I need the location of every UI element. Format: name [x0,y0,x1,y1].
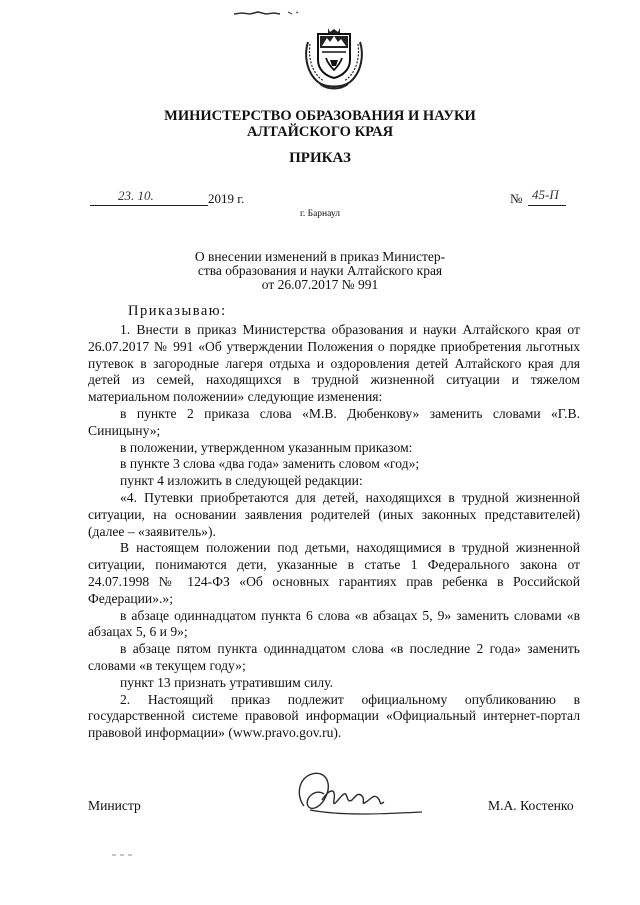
bottom-mark [110,852,140,858]
paragraph: В настоящем положении под детьми, находящимися в трудной жизненной ситуации, понимаются дети, указанные в статье 1 Федерального закона от 24.07.1998 № 124-ФЗ «Об основных гарантиях прав ребенка в Российской Федерации».»; [88,540,580,606]
order-number-handwritten: 45-П [532,187,559,202]
date-handwritten: 23. 10. [118,188,154,203]
paragraph: в пункте 2 приказа слова «М.В. Дюбенкову» заменить словами «Г.В. Синицыну»; [88,405,580,438]
paragraph: 1. Внести в приказ Министерства образования и науки Алтайского края от 26.07.2017 № 991 «Об утверждении Положения о порядке приобретения льготных путевок в загородные лагеря отдыха и оздоровления детей Алтайского края для детей из семей, находящихся в трудной жизненной ситуации и тяжелом материальном положении» следующие изменения: [88,322,580,405]
document-type-title: ПРИКАЗ [289,150,351,166]
subject-line1: О внесении изменений в приказ Министер- [194,249,446,264]
header-scribble [232,8,302,18]
paragraph: пункт 13 признать утратившим силу. [120,674,333,690]
paragraph: «4. Путевки приобретаются для детей, находящихся в трудной жизненной ситуации, на основании заявления родителей (иных законных представителей) (далее – «заявитель»). [88,489,580,539]
paragraph: в положении, утвержденном указанным приказом: [120,439,413,455]
subject-line2: ства образования и науки Алтайского края [197,263,443,278]
coat-of-arms-icon [300,24,368,94]
paragraph: пункт 4 изложить в следующей редакции: [120,473,363,489]
subject-line3: от 26.07.2017 № 991 [261,277,379,292]
ministry-name-line1: МИНИСТЕРСТВО ОБРАЗОВАНИЯ И НАУКИ [164,108,476,124]
signatory-name: М.А. Костенко [488,798,574,813]
order-number-label: № [510,191,523,206]
city-label: г. Барнаул [300,209,340,219]
date-year: 2019 г. [208,191,245,206]
order-word: Приказываю: [128,303,227,319]
ministry-name-line2: АЛТАЙСКОГО КРАЯ [246,124,394,140]
handwritten-signature [282,766,432,826]
order-body [88,322,580,742]
paragraph: в абзаце одиннадцатом пункта 6 слова «в абзацах 5, 9» заменить словами «в абзацах 5, 6 и 9»; [88,607,580,640]
paragraph: в пункте 3 слова «два года» заменить словом «год»; [120,456,420,472]
paragraph: в абзаце пятом пункта одиннадцатом слова «в последние 2 года» заменить словами «в текущем году»; [88,641,580,673]
paragraph: 2. Настоящий приказ подлежит официальному опубликованию в государственной системе правовой информации «Официальный интернет-портал правовой информации» (www.pravo.gov.ru). [88,691,580,741]
signatory-role: Министр [88,798,141,813]
